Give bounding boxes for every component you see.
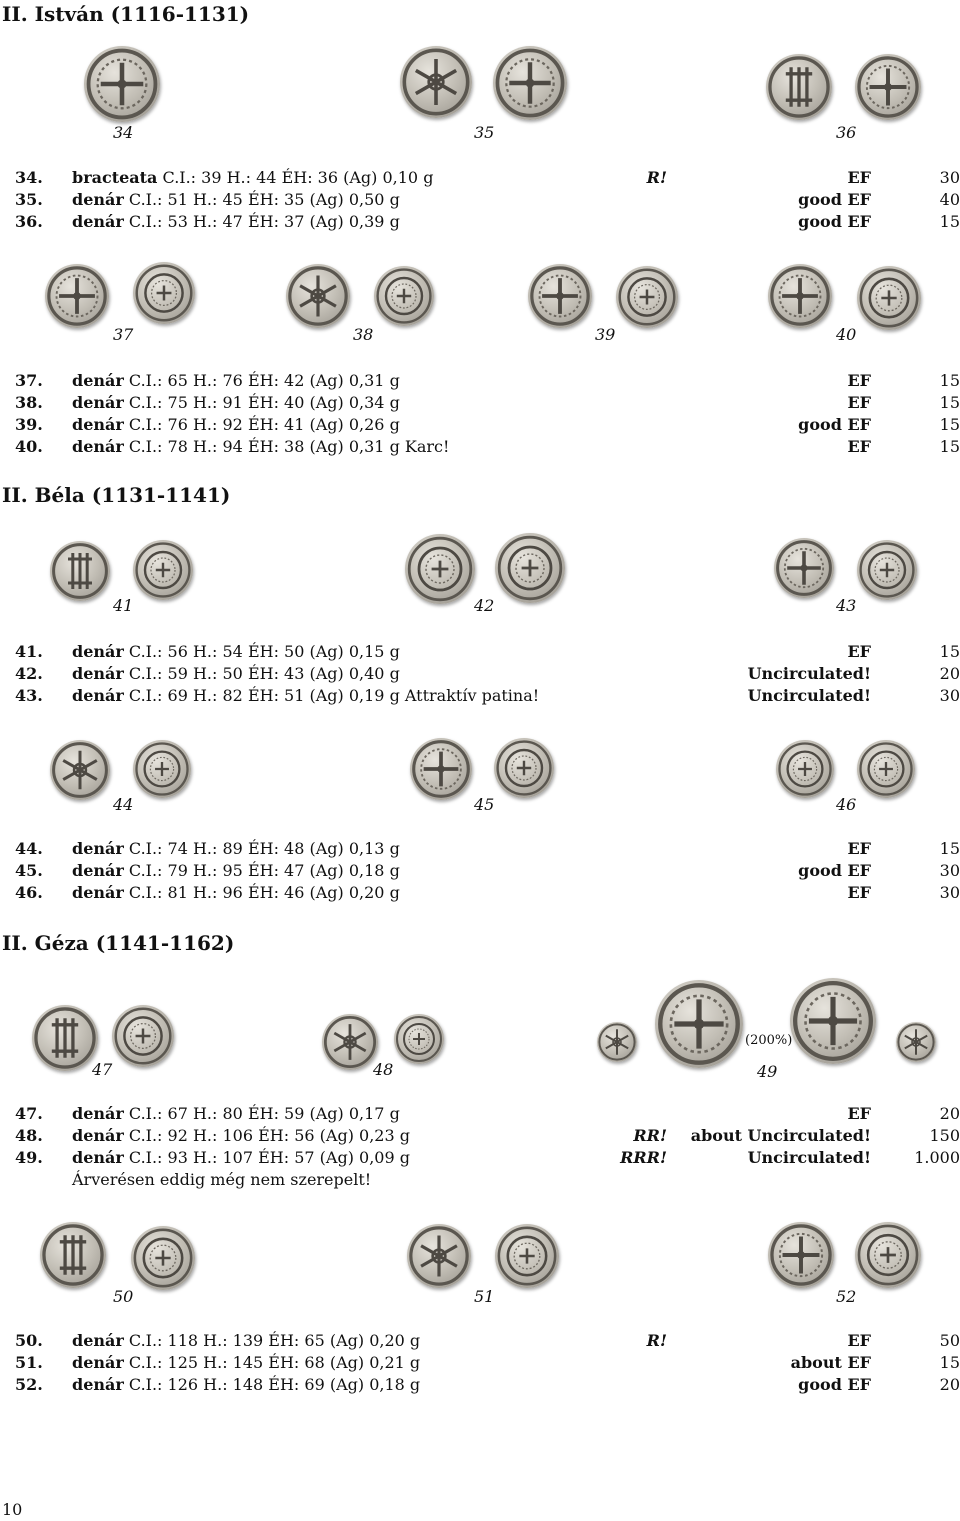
lot-reference: C.I.: 125 H.: 145 ÉH: 68 (Ag) 0,21 g (128, 1353, 421, 1372)
lot-description (72, 685, 539, 707)
coin-image (655, 980, 743, 1068)
lot-price: 20 (939, 1375, 960, 1394)
lot-price: 40 (939, 190, 960, 209)
lot-description (72, 838, 400, 860)
lot-description (72, 641, 400, 663)
coin-image (528, 264, 592, 328)
lot-type: denár (72, 883, 124, 902)
lot-description (72, 1103, 400, 1125)
lot-number: 47. (15, 1104, 43, 1123)
coin-number: 35 (474, 123, 495, 142)
lot-reference: C.I.: 51 H.: 45 ÉH: 35 (Ag) 0,50 g (128, 190, 400, 209)
lot-reference: C.I.: 118 H.: 139 ÉH: 65 (Ag) 0,20 g (128, 1331, 421, 1350)
section-heading-bela: II. Béla (1131-1141) (2, 483, 231, 507)
lot-number: 39. (15, 415, 43, 434)
lot-grade: EF (847, 437, 871, 456)
lot-type: denár (72, 1148, 124, 1167)
lot-price: 15 (939, 371, 960, 390)
lot-number: 43. (15, 686, 43, 705)
coin-number: 42 (474, 596, 495, 615)
coin-image (495, 1224, 559, 1288)
coin-image (855, 1222, 921, 1288)
section-heading-geza: II. Géza (1141-1162) (2, 931, 235, 955)
coin-image (493, 46, 567, 120)
lot-price: 15 (939, 642, 960, 661)
lot-description (72, 1125, 410, 1147)
coin-image (50, 740, 110, 800)
coin-number: 40 (836, 325, 857, 344)
coin-image (32, 1005, 98, 1071)
coin-image (322, 1014, 378, 1070)
lot-grade: EF (847, 393, 871, 412)
lot-reference: C.I.: 93 H.: 107 ÉH: 57 (Ag) 0,09 g (128, 1148, 410, 1167)
coin-image (768, 264, 832, 328)
coin-number: 47 (92, 1060, 113, 1079)
coin-image (374, 266, 434, 326)
lot-price: 15 (939, 839, 960, 858)
coin-number: 44 (113, 795, 134, 814)
coin-image (855, 54, 921, 120)
lot-type: denár (72, 1331, 124, 1350)
lot-row (15, 838, 960, 860)
lot-number: 37. (15, 371, 43, 390)
lot-grade: EF (847, 883, 871, 902)
lot-reference: C.I.: 74 H.: 89 ÉH: 48 (Ag) 0,13 g (128, 839, 400, 858)
lot-row (15, 436, 960, 458)
lot-reference: C.I.: 92 H.: 106 ÉH: 56 (Ag) 0,23 g (128, 1126, 410, 1145)
lot-grade: about Uncirculated! (690, 1126, 871, 1145)
lot-price: 15 (939, 415, 960, 434)
lot-description (72, 1330, 420, 1352)
lot-price: 1.000 (914, 1148, 960, 1167)
coin-image (407, 1224, 471, 1288)
lot-row (15, 685, 960, 707)
lot-description (72, 370, 400, 392)
coin-number: 36 (836, 123, 857, 142)
lot-type: denár (72, 1104, 124, 1123)
zoom-label: (200%) (745, 1033, 793, 1048)
coin-image (84, 46, 160, 122)
lot-description (72, 663, 400, 685)
coin-image (616, 266, 678, 328)
coin-image (857, 740, 915, 798)
lot-reference: C.I.: 65 H.: 76 ÉH: 42 (Ag) 0,31 g (128, 371, 400, 390)
lot-price: 30 (939, 883, 960, 902)
lot-note: Árverésen eddig még nem szerepelt! (72, 1170, 372, 1189)
lot-type: denár (72, 642, 124, 661)
lot-row (15, 663, 960, 685)
lot-number: 49. (15, 1148, 43, 1167)
lot-reference: C.I.: 59 H.: 50 ÉH: 43 (Ag) 0,40 g (128, 664, 400, 683)
coin-number: 45 (474, 795, 495, 814)
lot-grade: good EF (798, 1375, 871, 1394)
lot-row (15, 1374, 960, 1396)
coin-number: 34 (113, 123, 134, 142)
coin-image (776, 740, 834, 798)
lot-grade: EF (847, 168, 871, 187)
section-heading-istvan: II. István (1116-1131) (2, 2, 250, 26)
coin-image (40, 1222, 106, 1288)
lot-row (15, 1103, 960, 1125)
page-number: 10 (2, 1500, 23, 1519)
lot-type: bracteata (72, 168, 158, 187)
lot-type: denár (72, 371, 124, 390)
lot-reference: C.I.: 79 H.: 95 ÉH: 47 (Ag) 0,18 g (128, 861, 400, 880)
coin-image (131, 1226, 195, 1290)
lot-row (15, 860, 960, 882)
lot-grade: good EF (798, 415, 871, 434)
lot-number: 45. (15, 861, 43, 880)
lot-number: 50. (15, 1331, 43, 1350)
lot-row (15, 392, 960, 414)
lot-type: denár (72, 437, 124, 456)
coin-image (133, 262, 195, 324)
lot-type: denár (72, 664, 124, 683)
lot-grade: EF (847, 1104, 871, 1123)
lot-rarity: RRR! (620, 1148, 667, 1167)
lot-price: 20 (939, 1104, 960, 1123)
lot-grade: Uncirculated! (747, 1148, 871, 1167)
lot-description (72, 414, 400, 436)
lot-grade: Uncirculated! (747, 686, 871, 705)
coin-number: 49 (757, 1062, 778, 1081)
coin-number: 48 (373, 1060, 394, 1079)
lot-number: 35. (15, 190, 43, 209)
lot-type: denár (72, 212, 124, 231)
lot-grade: good EF (798, 190, 871, 209)
lot-description (72, 167, 433, 189)
lot-description (72, 189, 400, 211)
lot-rarity: R! (646, 1331, 667, 1350)
lot-number: 52. (15, 1375, 43, 1394)
lot-row (15, 882, 960, 904)
lot-row (15, 211, 960, 233)
coin-image (286, 264, 350, 328)
lot-type: denár (72, 393, 124, 412)
lot-number: 48. (15, 1126, 43, 1145)
lot-price: 30 (939, 168, 960, 187)
lot-price: 50 (939, 1331, 960, 1350)
lot-row (15, 1330, 960, 1352)
coin-number: 37 (113, 325, 134, 344)
lot-type: denár (72, 1375, 124, 1394)
coin-image (133, 740, 191, 798)
lot-grade: EF (847, 371, 871, 390)
coin-number: 52 (836, 1287, 857, 1306)
coin-number: 50 (113, 1287, 134, 1306)
lot-description (72, 1374, 420, 1396)
lot-number: 40. (15, 437, 43, 456)
lot-number: 42. (15, 664, 43, 683)
lot-row (15, 1147, 960, 1169)
lot-grade: Uncirculated! (747, 664, 871, 683)
lot-reference: C.I.: 39 H.: 44 ÉH: 36 (Ag) 0,10 g (162, 168, 434, 187)
coin-number: 46 (836, 795, 857, 814)
lot-number: 36. (15, 212, 43, 231)
lot-number: 46. (15, 883, 43, 902)
lot-description (72, 860, 400, 882)
coin-image (112, 1005, 174, 1067)
lot-price: 15 (939, 212, 960, 231)
coin-image (896, 1022, 936, 1062)
coin-number: 43 (836, 596, 857, 615)
lot-number: 41. (15, 642, 43, 661)
lot-number: 44. (15, 839, 43, 858)
lot-reference: C.I.: 76 H.: 92 ÉH: 41 (Ag) 0,26 g (128, 415, 400, 434)
lot-type: denár (72, 415, 124, 434)
lot-reference: C.I.: 67 H.: 80 ÉH: 59 (Ag) 0,17 g (128, 1104, 400, 1123)
lot-number: 34. (15, 168, 43, 187)
coin-image (768, 1222, 834, 1288)
coin-image (494, 738, 554, 798)
coin-image (45, 264, 109, 328)
coin-image (50, 541, 110, 601)
lot-description (72, 436, 449, 458)
lot-grade: good EF (798, 861, 871, 880)
coin-number: 39 (595, 325, 616, 344)
lot-reference: C.I.: 69 H.: 82 ÉH: 51 (Ag) 0,19 g Attraktív patina! (128, 686, 540, 705)
lot-row (15, 414, 960, 436)
lot-row (15, 370, 960, 392)
lot-grade: about EF (790, 1353, 871, 1372)
lot-reference: C.I.: 53 H.: 47 ÉH: 37 (Ag) 0,39 g (128, 212, 400, 231)
coin-image (394, 1014, 444, 1064)
coin-image (857, 540, 917, 600)
lot-price: 150 (929, 1126, 960, 1145)
lot-price: 30 (939, 686, 960, 705)
lot-grade: EF (847, 1331, 871, 1350)
lot-price: 30 (939, 861, 960, 880)
lot-description (72, 1352, 420, 1374)
coin-number: 51 (474, 1287, 495, 1306)
lot-grade: EF (847, 839, 871, 858)
coin-image (857, 266, 921, 330)
lot-rarity: RR! (633, 1126, 667, 1145)
coin-image (790, 978, 876, 1064)
lot-price: 15 (939, 1353, 960, 1372)
lot-row (15, 167, 960, 189)
lot-row (15, 1352, 960, 1374)
lot-row (15, 641, 960, 663)
lot-type: denár (72, 839, 124, 858)
lot-reference: C.I.: 75 H.: 91 ÉH: 40 (Ag) 0,34 g (128, 393, 400, 412)
coin-number: 41 (113, 596, 134, 615)
lot-type: denár (72, 861, 124, 880)
coin-number: 38 (353, 325, 374, 344)
coin-image (400, 46, 472, 118)
lot-grade: good EF (798, 212, 871, 231)
lot-description (72, 211, 400, 233)
lot-price: 15 (939, 393, 960, 412)
lot-type: denár (72, 1353, 124, 1372)
lot-grade: EF (847, 642, 871, 661)
coin-image (405, 534, 475, 604)
coin-image (133, 540, 193, 600)
coin-image (410, 738, 472, 800)
coin-image (597, 1022, 637, 1062)
lot-number: 38. (15, 393, 43, 412)
lot-type: denár (72, 686, 124, 705)
lot-reference: C.I.: 56 H.: 54 ÉH: 50 (Ag) 0,15 g (128, 642, 400, 661)
lot-number: 51. (15, 1353, 43, 1372)
lot-description (72, 1147, 410, 1169)
lot-price: 15 (939, 437, 960, 456)
lot-rarity: R! (646, 168, 667, 187)
lot-description (72, 882, 400, 904)
lot-row (15, 1125, 960, 1147)
lot-type: denár (72, 1126, 124, 1145)
lot-reference: C.I.: 81 H.: 96 ÉH: 46 (Ag) 0,20 g (128, 883, 400, 902)
lot-type: denár (72, 190, 124, 209)
coin-image (495, 533, 565, 603)
lot-description (72, 392, 400, 414)
lot-reference: C.I.: 126 H.: 148 ÉH: 69 (Ag) 0,18 g (128, 1375, 421, 1394)
coin-image (766, 54, 832, 120)
coin-image (774, 538, 834, 598)
lot-row (15, 189, 960, 211)
lot-reference: C.I.: 78 H.: 94 ÉH: 38 (Ag) 0,31 g Karc! (128, 437, 450, 456)
lot-price: 20 (939, 664, 960, 683)
